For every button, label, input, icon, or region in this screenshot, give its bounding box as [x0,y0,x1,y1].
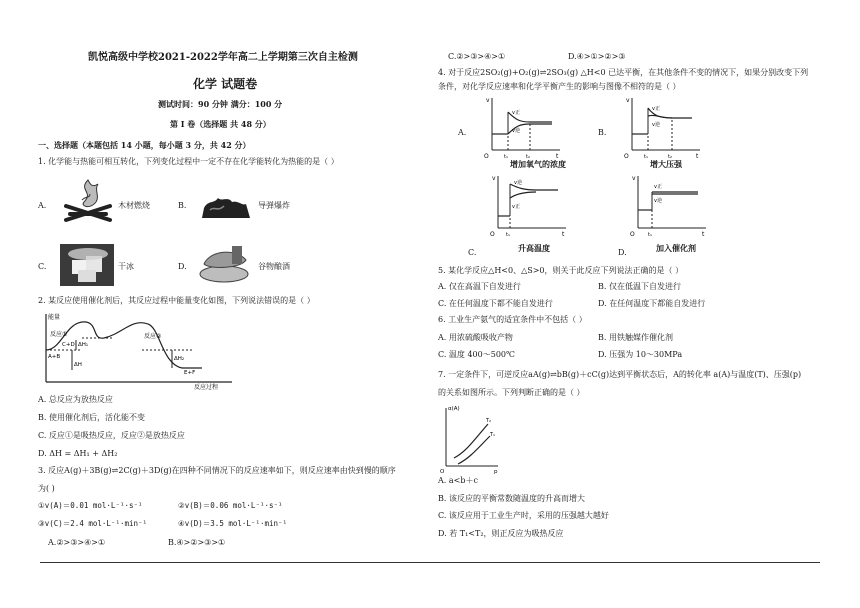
q4b-t1: t₁ [644,154,648,160]
q7-option-a: A. a<b＋c [438,476,478,485]
q5-option-a: A. 仅在高温下自发进行 [438,282,521,291]
q3-option-b: B.④>②>③>① [168,538,226,547]
q7-stem: 7. 一定条件下，可逆反应aA(g)⇌bB(g)＋cC(g)达到平衡状态后，A的转化率 a(A)与温度(T)、压强(p) [438,370,802,379]
q4a-axis-v: v [486,97,490,104]
missile-explosion-picture [200,194,252,222]
energy-label-h2: ΔH₂ [174,356,185,362]
q3-rate-2: ②v(B)＝0.06 mol·L⁻¹·s⁻¹ [178,501,283,510]
q5-stem: 5. 某化学反应△H<0、△S>0，则关于此反应下列说法正确的是（ ） [438,266,684,275]
q5-option-b: B. 仅在低温下自发进行 [598,282,681,291]
q4c-vr: v逆 [514,180,522,186]
q4-graph-c-letter: C. [468,248,477,257]
q7-ylabel: α(A) [448,406,460,412]
q4a-origin: O [484,153,489,160]
q3-rate-1: ①v(A)＝0.01 mol·L⁻¹·s⁻¹ [38,501,143,510]
q4-graph-a [482,94,564,162]
q4a-t2: t₂ [526,154,530,160]
q4-graph-a-letter: A. [458,128,467,137]
q4a-vf: v正 [512,110,520,116]
q4c-axis-t: t [562,231,565,238]
q1-option-c-label: 干冰 [118,262,134,271]
q4b-axis-t: t [696,153,699,160]
q4b-vf: v正 [652,106,660,112]
energy-label-r2: 反应② [144,333,162,340]
q4-graph-d-letter: D. [618,248,627,257]
q4d-origin: O [630,231,635,238]
q7-t1: T₁ [490,432,496,438]
q4-graph-b-letter: B. [598,128,607,137]
q6-option-d: D. 压强为 10～30MPa [598,350,683,359]
q3-option-c: C.②>③>④>① [448,52,506,61]
q2-stem: 2. 某反应使用催化剂后，其反应过程中能量变化如图，下列说法错误的是（ ） [38,296,315,305]
q1-option-d-label: 谷物酿酒 [258,262,290,271]
q3-stem-2: 为( ) [38,484,55,493]
grain-wine-picture [196,244,254,286]
subject-title: 化学 试题卷 [193,77,258,91]
q1-option-a-label: 木材燃烧 [118,201,150,210]
q4a-vr: v逆 [512,128,520,134]
q7-option-b: B. 该反应的平衡常数随温度的升高而增大 [438,494,585,503]
q3-rate-3: ③v(C)＝2.4 mol·L⁻¹·min⁻¹ [38,519,148,528]
q4c-axis-v: v [492,175,496,182]
q4-graph-d-caption: 加入催化剂 [656,243,696,253]
q1-stem: 1. 化学能与热能可相互转化，下列变化过程中一定不存在化学能转化为热能的是（ ） [38,157,339,166]
q2-option-b: B. 使用催化剂后，活化能不变 [38,413,145,422]
q6-stem: 6. 工业生产氨气的适宜条件中不包括（ ） [438,315,587,324]
dry-ice-picture [60,244,114,288]
q7-t2: T₂ [486,418,492,424]
section1-heading: 一、选择题（本题包括 14 小题，每小题 3 分，共 42 分） [38,140,251,150]
q4b-t2: t₂ [668,154,672,160]
energy-label-h1: ΔH₁ [78,342,89,348]
school-title: 凯悦高级中学校2021-2022学年高二上学期第三次自主检测 [88,52,358,63]
q4-stem: 4. 对于反应2SO₂(g)+O₂(g)⇌2SO₃(g) △H<0 已达平衡，在其他条件不变的情况下，如果分别改变下列 [438,68,809,77]
energy-label-ab: A+B [48,354,61,360]
q4-graph-b [622,94,704,162]
q6-option-a: A. 用浓硫酸吸收产物 [438,333,513,342]
q7-option-c: C. 该反应用于工业生产时，采用的压强越大越好 [438,511,609,520]
q4d-axis-v: v [632,175,636,182]
q3-option-a: A.②>③>④>① [48,538,106,547]
part1-title: 第 I 卷（选择题 共 48 分） [170,119,271,129]
page-bottom-rule [40,562,820,563]
q4-graph-c-caption: 升高温度 [518,243,550,253]
energy-xlabel: 反应过程 [194,384,219,390]
q4d-vr: v逆 [654,198,662,204]
energy-label-ef: E+F [184,370,196,376]
energy-diagram [42,310,238,392]
q4c-t1: t₁ [506,232,510,238]
q1-option-a-letter: A. [38,201,47,210]
q6-option-b: B. 用铁触媒作催化剂 [598,333,673,342]
q4c-vf: v正 [512,204,520,210]
q7-origin: O [440,469,445,474]
q1-option-b-letter: B. [178,201,187,210]
q4a-t1: t₁ [504,154,508,160]
q2-option-c: C. 反应①是吸热反应，反应②是放热反应 [38,431,185,440]
burning-wood-picture [60,176,116,226]
q4a-axis-t: t [556,153,559,160]
q4b-axis-v: v [626,97,630,104]
q2-option-a: A. 总反应为放热反应 [38,395,113,404]
q5-option-d: D. 在任何温度下都能自发进行 [598,299,706,308]
q1-option-c-letter: C. [38,262,47,271]
q3-rate-4: ④v(D)＝3.5 mol·L⁻¹·min⁻¹ [178,519,288,528]
q5-option-c: C. 在任何温度下都不能自发进行 [438,299,553,308]
q4-graph-d [628,172,710,240]
q4-stem-2: 条件，对化学反应速率和化学平衡产生的影响与图像不相符的是（ ） [438,82,681,91]
energy-label-r1: 反应① [50,331,68,338]
q4d-t1: t₁ [648,232,652,238]
q1-option-b-label: 导弹爆炸 [258,201,290,210]
q7-option-d: D. 若 T₁<T₂，则正反应为吸热反应 [438,529,564,538]
q4-graph-c [488,172,570,240]
q4-graph-b-caption: 增大压强 [650,159,682,169]
q4d-vf: v正 [654,184,662,190]
q4b-vr: v逆 [652,122,660,128]
q6-option-c: C. 温度 400～500℃ [438,350,515,359]
q4-graph-a-caption: 增加氧气的浓度 [510,159,566,169]
q4c-origin: O [490,231,495,238]
energy-label-h: ΔH [74,362,82,368]
q1-option-d-letter: D. [178,262,187,271]
time-score: 测试时间：90 分钟 满分：100 分 [158,99,283,109]
energy-label-cd: C+D [62,342,75,348]
energy-ylabel: 能量 [48,314,61,321]
q3-stem: 3. 反应A(g)＋3B(g)⇌2C(g)＋3D(g)在四种不同情况下的反应速率如下，则反应速率由快到慢的顺序 [38,466,396,475]
q4b-origin: O [624,153,629,160]
q7-stem-2: 的关系如图所示。下列判断正确的是（ ） [438,388,585,397]
q4d-axis-t: t [702,231,705,238]
q7-xlabel: p [494,469,498,474]
q7-graph [440,402,502,476]
q2-option-d: D. ΔH = ΔH₁ + ΔH₂ [38,449,118,458]
q3-option-d: D.④>①>②>③ [568,52,626,61]
